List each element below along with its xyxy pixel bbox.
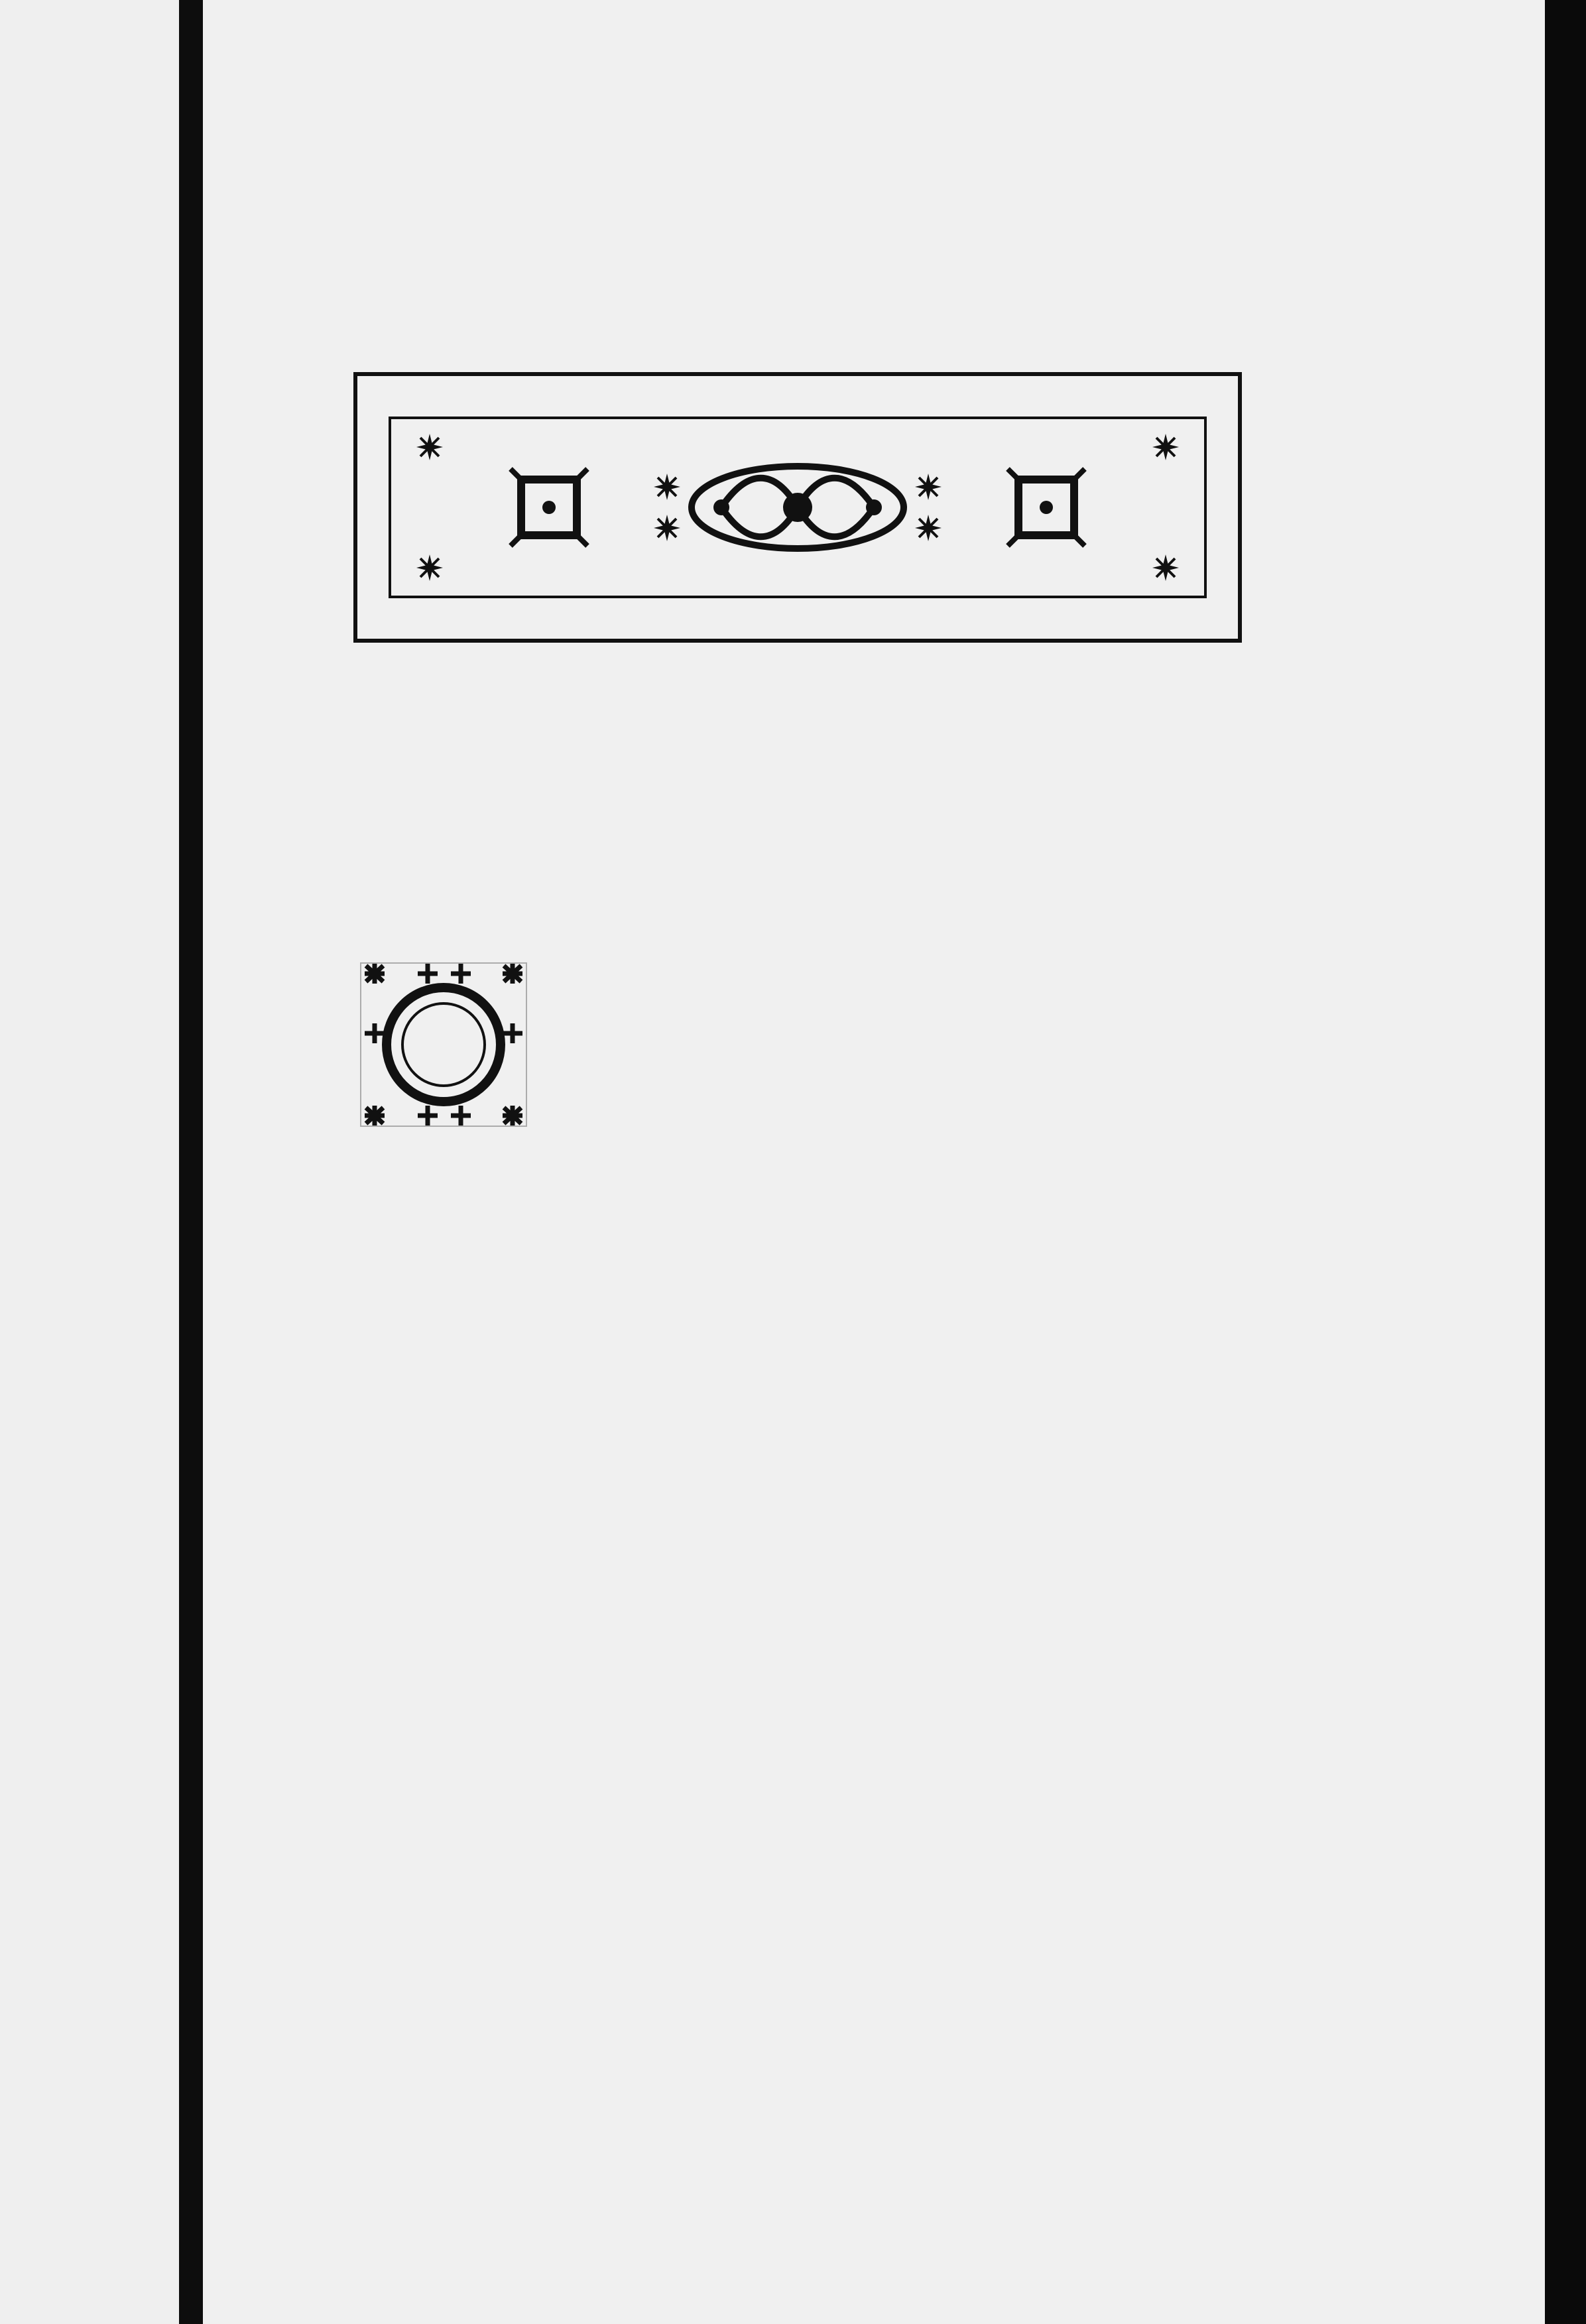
scan-edge [1545, 0, 1586, 2324]
left-page-edge [0, 0, 179, 2324]
ornamental-headpiece [350, 369, 1245, 646]
book-gutter [179, 0, 203, 2324]
right-page [203, 0, 1545, 2324]
drop-cap-ornament [358, 960, 529, 1129]
